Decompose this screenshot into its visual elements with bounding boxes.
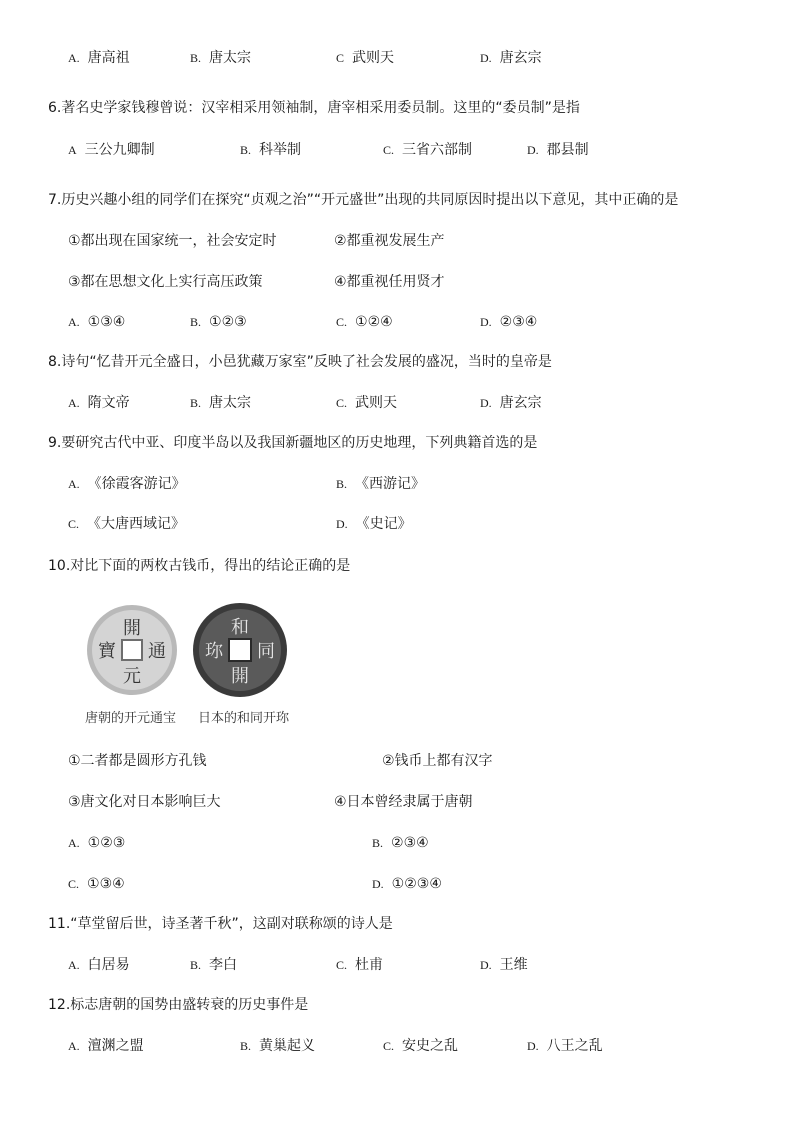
q9-option-b: B. 《西游记》 [336, 476, 426, 492]
q9-option-c: C. 《大唐西域记》 [68, 516, 186, 532]
q12-option-c: C. 安史之乱 [383, 1038, 459, 1054]
q8-option-c: C. 武则天 [336, 395, 398, 411]
q10-stem: 10.对比下面的两枚古钱币，得出的结论正确的是 [48, 558, 351, 574]
q7-statement-1: ①都出现在国家统一，社会安定时 [68, 233, 277, 249]
q5-option-b: B. 唐太宗 [190, 50, 252, 66]
coin1-char-bottom: 元 [123, 666, 141, 687]
q7-option-a: A. ①③④ [68, 314, 126, 330]
coin1-char-left: 寶 [98, 641, 116, 662]
q12-option-a: A. 澶渊之盟 [68, 1038, 144, 1054]
coin2-char-right: 同 [257, 641, 275, 662]
q5-option-a: A. 唐高祖 [68, 50, 130, 66]
q10-option-b: B. ②③④ [372, 835, 429, 851]
q9-option-d: D. 《史记》 [336, 516, 412, 532]
q9-option-a: A. 《徐霞客游记》 [68, 476, 186, 492]
q6-stem: 6.著名史学家钱穆曾说：汉宰相采用领袖制，唐宰相采用委员制。这里的“委员制”是指 [48, 100, 580, 116]
q5-option-c: C 武则天 [336, 50, 395, 66]
q8-option-d: D. 唐玄宗 [480, 395, 542, 411]
coin-caption-japan: 日本的和同开珎 [198, 711, 290, 726]
q7-option-d: D. ②③④ [480, 314, 538, 330]
q8-option-a: A. 隋文帝 [68, 395, 130, 411]
q8-option-b: B. 唐太宗 [190, 395, 252, 411]
coin-caption-tang: 唐朝的开元通宝 [85, 711, 177, 726]
q10-option-c: C. ①③④ [68, 876, 125, 892]
q7-statement-2: ②都重视发展生产 [334, 233, 445, 249]
wado-kaichin-coin [192, 602, 288, 698]
q10-option-d: D. ①②③④ [372, 876, 442, 892]
q11-option-b: B. 李白 [190, 957, 238, 973]
q11-option-a: A. 白居易 [68, 957, 130, 973]
q6-option-a: A 三公九卿制 [68, 142, 155, 158]
q10-option-a: A. ①②③ [68, 835, 126, 851]
q7-option-b: B. ①②③ [190, 314, 247, 330]
q10-statement-2: ②钱币上都有汉字 [382, 753, 493, 769]
q7-stem: 7.历史兴趣小组的同学们在探究“贞观之治”“开元盛世”出现的共同原因时提出以下意见，其中正确的是 [48, 192, 679, 208]
coin2-char-left: 珎 [205, 641, 223, 662]
q9-stem: 9.要研究古代中亚、印度半岛以及我国新疆地区的历史地理，下列典籍首选的是 [48, 435, 538, 451]
q6-option-b: B. 科举制 [240, 142, 302, 158]
q12-stem: 12.标志唐朝的国势由盛转衰的历史事件是 [48, 997, 309, 1013]
q5-option-d: D. 唐玄宗 [480, 50, 542, 66]
coin1-char-top: 開 [123, 618, 141, 639]
q10-statement-3: ③唐文化对日本影响巨大 [68, 794, 221, 810]
q7-statement-3: ③都在思想文化上实行高压政策 [68, 274, 263, 290]
q10-statement-4: ④日本曾经隶属于唐朝 [334, 794, 473, 810]
q12-option-d: D. 八王之乱 [527, 1038, 603, 1054]
coin2-char-bottom: 開 [231, 666, 249, 687]
q11-option-d: D. 王维 [480, 957, 528, 973]
q10-statement-1: ①二者都是圆形方孔钱 [68, 753, 207, 769]
q11-stem: 11.“草堂留后世，诗圣著千秋”，这副对联称颂的诗人是 [48, 916, 393, 932]
q7-option-c: C. ①②④ [336, 314, 393, 330]
q11-option-c: C. 杜甫 [336, 957, 384, 973]
coin1-char-right: 通 [148, 641, 166, 662]
q6-option-c: C. 三省六部制 [383, 142, 473, 158]
q6-option-d: D. 郡县制 [527, 142, 589, 158]
coin2-char-top: 和 [231, 617, 249, 638]
kaiyuan-tongbao-coin [86, 604, 178, 696]
q7-statement-4: ④都重视任用贤才 [334, 274, 445, 290]
q12-option-b: B. 黄巢起义 [240, 1038, 316, 1054]
q8-stem: 8.诗句“忆昔开元全盛日，小邑犹藏万家室”反映了社会发展的盛况，当时的皇帝是 [48, 354, 552, 370]
